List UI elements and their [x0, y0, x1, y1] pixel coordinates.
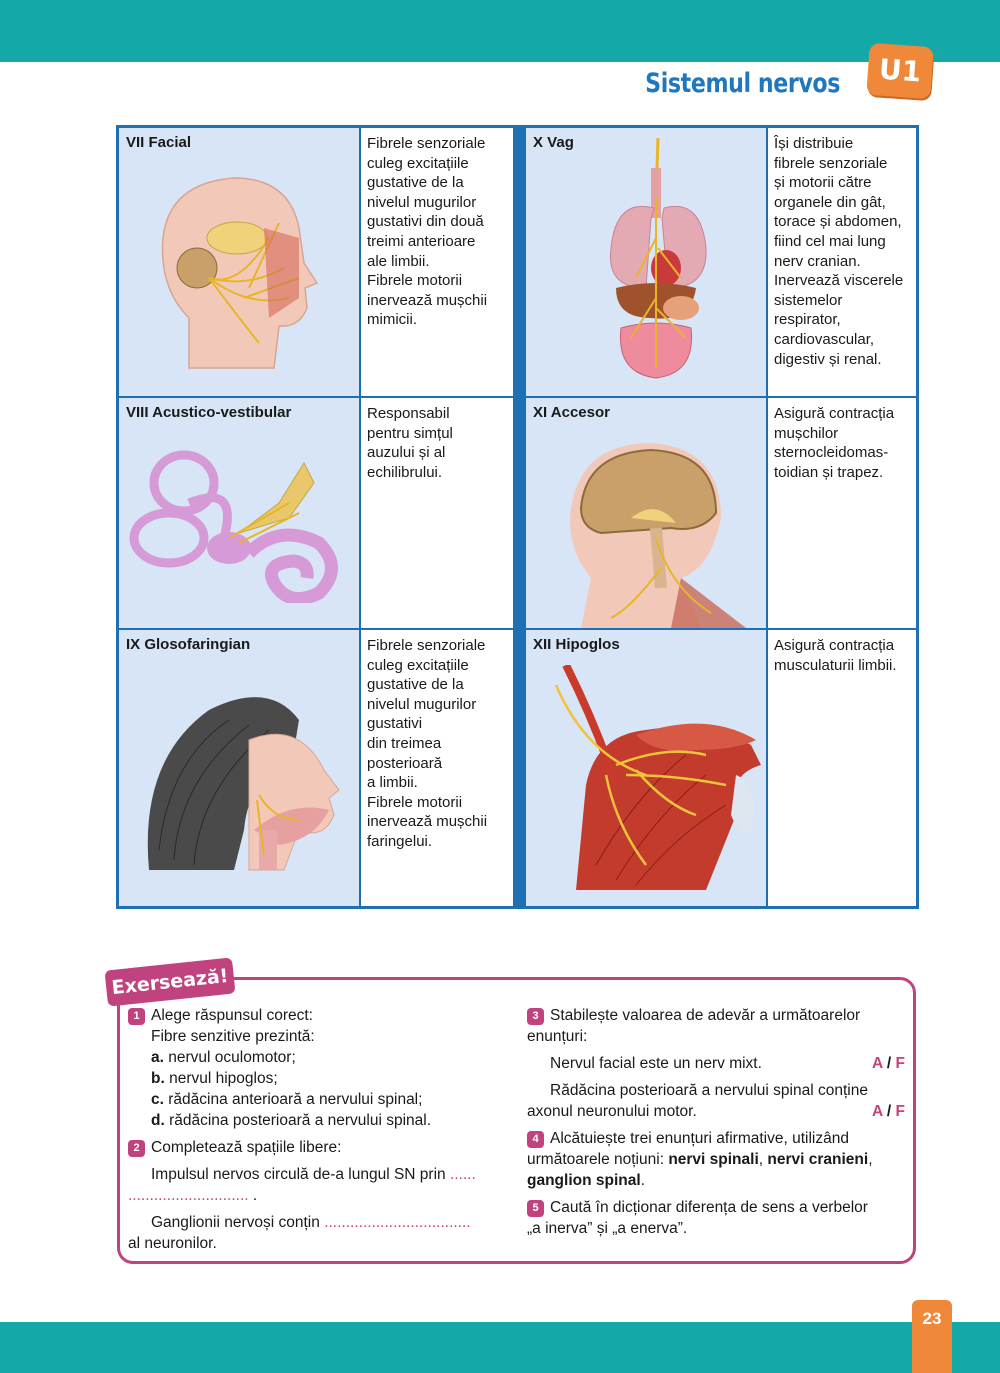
desc-line: culeg excitațiile — [367, 154, 469, 172]
exercise-left-column — [128, 1005, 506, 1254]
desc-line: gustative de la — [367, 174, 464, 192]
accessory-nerve-illustration — [561, 438, 751, 628]
question-prompt: Alege răspunsul corect: — [151, 1007, 313, 1024]
vagus-description — [767, 127, 917, 397]
question-number: 4 — [527, 1131, 544, 1148]
question-4: 4 Alcătuiește trei enunțuri afirmative, utilizând — [527, 1128, 905, 1149]
desc-line: mimicii. — [367, 311, 417, 329]
option-a: a. nervul oculomotor; — [151, 1049, 296, 1066]
question-5: 5 Caută în dicționar diferența de sens a verbelor — [527, 1197, 905, 1218]
nerve-name: XII Hipoglos — [533, 636, 620, 653]
desc-line: Asigură contracția — [774, 637, 895, 654]
desc-line: sternocleidomas- — [774, 444, 889, 462]
desc-line: respirator, — [774, 311, 841, 329]
glossopharyngeal-illustration — [139, 680, 354, 875]
vagus-nerve-illustration — [596, 138, 716, 388]
nerve-name: XI Accesor — [533, 404, 610, 421]
acoustic-description — [360, 397, 514, 629]
option-b: b. nervul hipoglos; — [151, 1070, 278, 1087]
hypoglossal-description — [767, 629, 917, 907]
desc-line: inervează mușchii — [367, 291, 488, 309]
facial-image-cell — [118, 127, 360, 397]
desc-line: nivelul mugurilor — [367, 695, 477, 713]
hypoglossal-illustration — [536, 665, 766, 895]
hypoglossal-image-cell — [525, 629, 767, 907]
desc-line: fiind cel mai lung — [774, 232, 886, 250]
nerve-name: VIII Acustico-vestibular — [126, 404, 292, 421]
glossopharyngeal-description — [360, 629, 514, 907]
desc-line: Asigură contracția — [774, 405, 895, 422]
desc-line: toidian și trapez. — [774, 463, 884, 481]
question-5-cont: „a inerva” și „a enerva”. — [527, 1220, 688, 1237]
desc-line: gustative de la — [367, 676, 464, 694]
unit-badge: U1 — [866, 43, 933, 99]
desc-line: și motorii către — [774, 174, 872, 192]
blank[interactable]: ...... — [449, 1166, 476, 1183]
desc-line: echilibrului. — [367, 463, 443, 481]
fill-sentence-2-end: al neuronilor. — [128, 1235, 217, 1252]
true-false-choice[interactable]: A / F — [871, 1103, 905, 1120]
desc-line: posterioară — [367, 754, 443, 772]
nerve-name: IX Glosofaringian — [126, 636, 251, 653]
true-false-choice[interactable]: A / F — [871, 1055, 905, 1072]
fill-sentence-1: Impulsul nervos circulă de-a lungul SN prin ...... — [151, 1166, 476, 1183]
nerve-name: VII Facial — [126, 134, 192, 151]
desc-line: a limbii. — [367, 774, 418, 792]
page-number: 23 — [912, 1300, 952, 1373]
question-prompt: Completează spațiile libere: — [151, 1139, 342, 1156]
desc-line: Responsabil — [367, 405, 450, 422]
question-4-cont: următoarele noțiuni: nervi spinali, nervi cranieni, — [527, 1151, 873, 1168]
desc-line: culeg excitațiile — [367, 656, 469, 674]
option-d: d. rădăcina posterioară a nervului spinal. — [151, 1112, 432, 1129]
top-band — [0, 0, 1000, 62]
question-number: 2 — [128, 1140, 145, 1157]
desc-line: mușchilor — [774, 424, 839, 442]
desc-line: gustativi — [367, 715, 423, 733]
exercise-right-column — [527, 1005, 905, 1239]
desc-line: organele din gât, — [774, 193, 886, 211]
blank[interactable]: .................................. — [324, 1214, 471, 1231]
desc-line: inervează mușchii — [367, 813, 488, 831]
statement-2: Rădăcina posterioară a nervului spinal conține — [550, 1082, 868, 1099]
question-number: 1 — [128, 1008, 145, 1025]
desc-line: digestiv și renal. — [774, 350, 882, 368]
desc-line: Fibrele motorii — [367, 272, 463, 290]
exercise-badge: Exersează! — [104, 957, 235, 1006]
desc-line: Fibrele senzoriale — [367, 637, 486, 654]
question-2 — [128, 1137, 506, 1158]
question-number: 5 — [527, 1200, 544, 1217]
question-1 — [128, 1005, 506, 1026]
desc-line: nivelul mugurilor — [367, 193, 477, 211]
accessory-description — [767, 397, 917, 629]
desc-line: din treimea — [367, 734, 442, 752]
desc-line: sistemelor — [774, 291, 843, 309]
accessory-image-cell — [525, 397, 767, 629]
desc-line: Își distribuie — [774, 135, 854, 152]
question-number: 3 — [527, 1008, 544, 1025]
desc-line: ale limbii. — [367, 252, 430, 270]
fill-sentence-1-cont: ............................ . — [128, 1187, 258, 1204]
desc-line: nerv cranian. — [774, 252, 861, 270]
blank[interactable]: ............................ — [128, 1187, 249, 1204]
nerve-name: X Vag — [533, 134, 574, 151]
column-divider — [514, 127, 525, 907]
desc-line: Fibrele motorii — [367, 793, 463, 811]
desc-line: cardiovascular, — [774, 330, 875, 348]
question-3 — [527, 1005, 905, 1026]
inner-ear-illustration — [129, 443, 354, 603]
question-stem: Fibre senzitive prezintă: — [151, 1028, 315, 1045]
cranial-nerves-table — [116, 125, 919, 909]
desc-line: auzului și al — [367, 444, 446, 462]
statement-2-cont: axonul neuronului motor. A / F — [527, 1103, 905, 1120]
acoustic-image-cell — [118, 397, 360, 629]
fill-sentence-2: Ganglionii nervoși conțin .................................. — [151, 1214, 471, 1231]
facial-description — [360, 127, 514, 397]
statement-1: Nervul facial este un nerv mixt. A / F — [550, 1055, 905, 1072]
desc-line: musculaturii limbii. — [774, 656, 897, 674]
vagus-image-cell — [525, 127, 767, 397]
option-c: c. rădăcina anterioară a nervului spinal; — [151, 1091, 423, 1108]
question-prompt-cont: enunțuri: — [527, 1028, 588, 1045]
desc-line: treimi anterioare — [367, 232, 476, 250]
chapter-title: Sistemul nervos — [645, 68, 840, 99]
desc-line: fibrele senzoriale — [774, 154, 888, 172]
question-4-end: ganglion spinal. — [527, 1172, 645, 1189]
desc-line: Inervează viscerele — [774, 272, 904, 290]
question-prompt: Stabilește valoarea de adevăr a următoarelor — [550, 1007, 861, 1024]
glossopharyngeal-image-cell — [118, 629, 360, 907]
desc-line: torace și abdomen, — [774, 213, 902, 231]
desc-line: gustativi din două — [367, 213, 484, 231]
desc-line: Fibrele senzoriale — [367, 135, 486, 152]
desc-line: faringelui. — [367, 832, 433, 850]
facial-nerve-illustration — [149, 168, 329, 388]
bottom-band — [0, 1322, 1000, 1373]
desc-line: pentru simțul — [367, 424, 453, 442]
